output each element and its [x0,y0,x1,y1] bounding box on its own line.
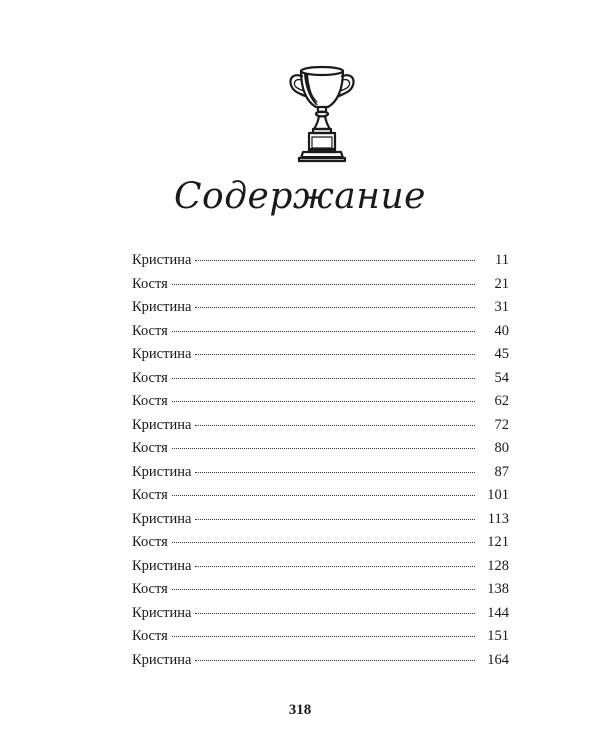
toc-entry-page: 138 [487,581,509,597]
toc-leader-dots [195,566,475,567]
toc-leader-dots [195,660,475,661]
toc-entry-page: 164 [487,651,509,668]
toc-entry-title: Костя [132,393,168,409]
toc-leader-dots [172,284,475,285]
toc-entry-title: Костя [132,440,168,456]
toc-entry-title: Кристина [132,510,192,527]
toc-entry-page: 72 [494,416,509,433]
toc-entry[interactable] [132,581,509,605]
toc-entry-title: Костя [132,534,168,550]
toc-leader-dots [195,519,475,520]
toc-entry[interactable] [132,393,509,417]
toc-entry[interactable] [132,605,509,629]
toc-entry-page: 144 [487,604,509,621]
toc-entry-title: Костя [132,322,168,339]
toc-entry[interactable] [132,370,509,394]
toc-entry-page: 80 [494,440,509,456]
toc-leader-dots [172,331,475,332]
table-of-contents [132,252,509,675]
toc-leader-dots [172,448,475,449]
toc-entry[interactable] [132,487,509,511]
toc-title: Содержание [174,176,426,217]
toc-entry[interactable] [132,464,509,488]
toc-entry-page: 40 [494,322,509,339]
toc-entry-title: Костя [132,487,168,503]
toc-leader-dots [172,589,475,590]
toc-entry[interactable] [132,346,509,370]
toc-entry[interactable] [132,276,509,300]
toc-leader-dots [172,378,475,379]
toc-entry-title: Костя [132,369,168,386]
toc-entry-page: 21 [494,275,509,292]
toc-entry-page: 54 [494,369,509,386]
toc-entry-page: 151 [487,628,509,644]
toc-leader-dots [195,472,475,473]
toc-leader-dots [195,307,475,308]
toc-entry-page: 11 [495,252,509,268]
toc-entry-title: Кристина [132,346,192,362]
toc-entry-title: Костя [132,628,168,644]
toc-entry[interactable] [132,323,509,347]
toc-entry[interactable] [132,652,509,676]
toc-entry[interactable] [132,440,509,464]
toc-entry-page: 31 [494,299,509,315]
toc-entry-page: 87 [494,463,509,480]
toc-entry-title: Кристина [132,416,192,433]
toc-entry[interactable] [132,628,509,652]
toc-entry-title: Кристина [132,651,192,668]
trophy-cup-icon [285,62,359,166]
toc-entry-title: Кристина [132,604,192,621]
toc-entry-title: Кристина [132,463,192,480]
toc-entry-title: Кристина [132,252,192,268]
toc-entry[interactable] [132,252,509,276]
toc-entry-page: 62 [494,393,509,409]
toc-entry-page: 128 [487,557,509,574]
toc-leader-dots [195,354,475,355]
toc-entry-title: Кристина [132,557,192,574]
toc-leader-dots [172,542,475,543]
toc-leader-dots [172,401,475,402]
toc-leader-dots [195,613,475,614]
toc-entry-title: Костя [132,275,168,292]
toc-entry-page: 121 [487,534,509,550]
toc-entry-page: 113 [487,510,509,527]
toc-entry-title: Костя [132,581,168,597]
toc-entry[interactable] [132,511,509,535]
toc-entry-page: 45 [494,346,509,362]
toc-leader-dots [172,636,475,637]
toc-entry[interactable] [132,534,509,558]
page-number: 318 [288,702,312,718]
toc-entry-title: Кристина [132,299,192,315]
toc-entry[interactable] [132,417,509,441]
toc-leader-dots [195,260,475,261]
toc-entry[interactable] [132,299,509,323]
toc-entry-page: 101 [487,487,509,503]
toc-leader-dots [172,495,475,496]
toc-leader-dots [195,425,475,426]
toc-entry[interactable] [132,558,509,582]
